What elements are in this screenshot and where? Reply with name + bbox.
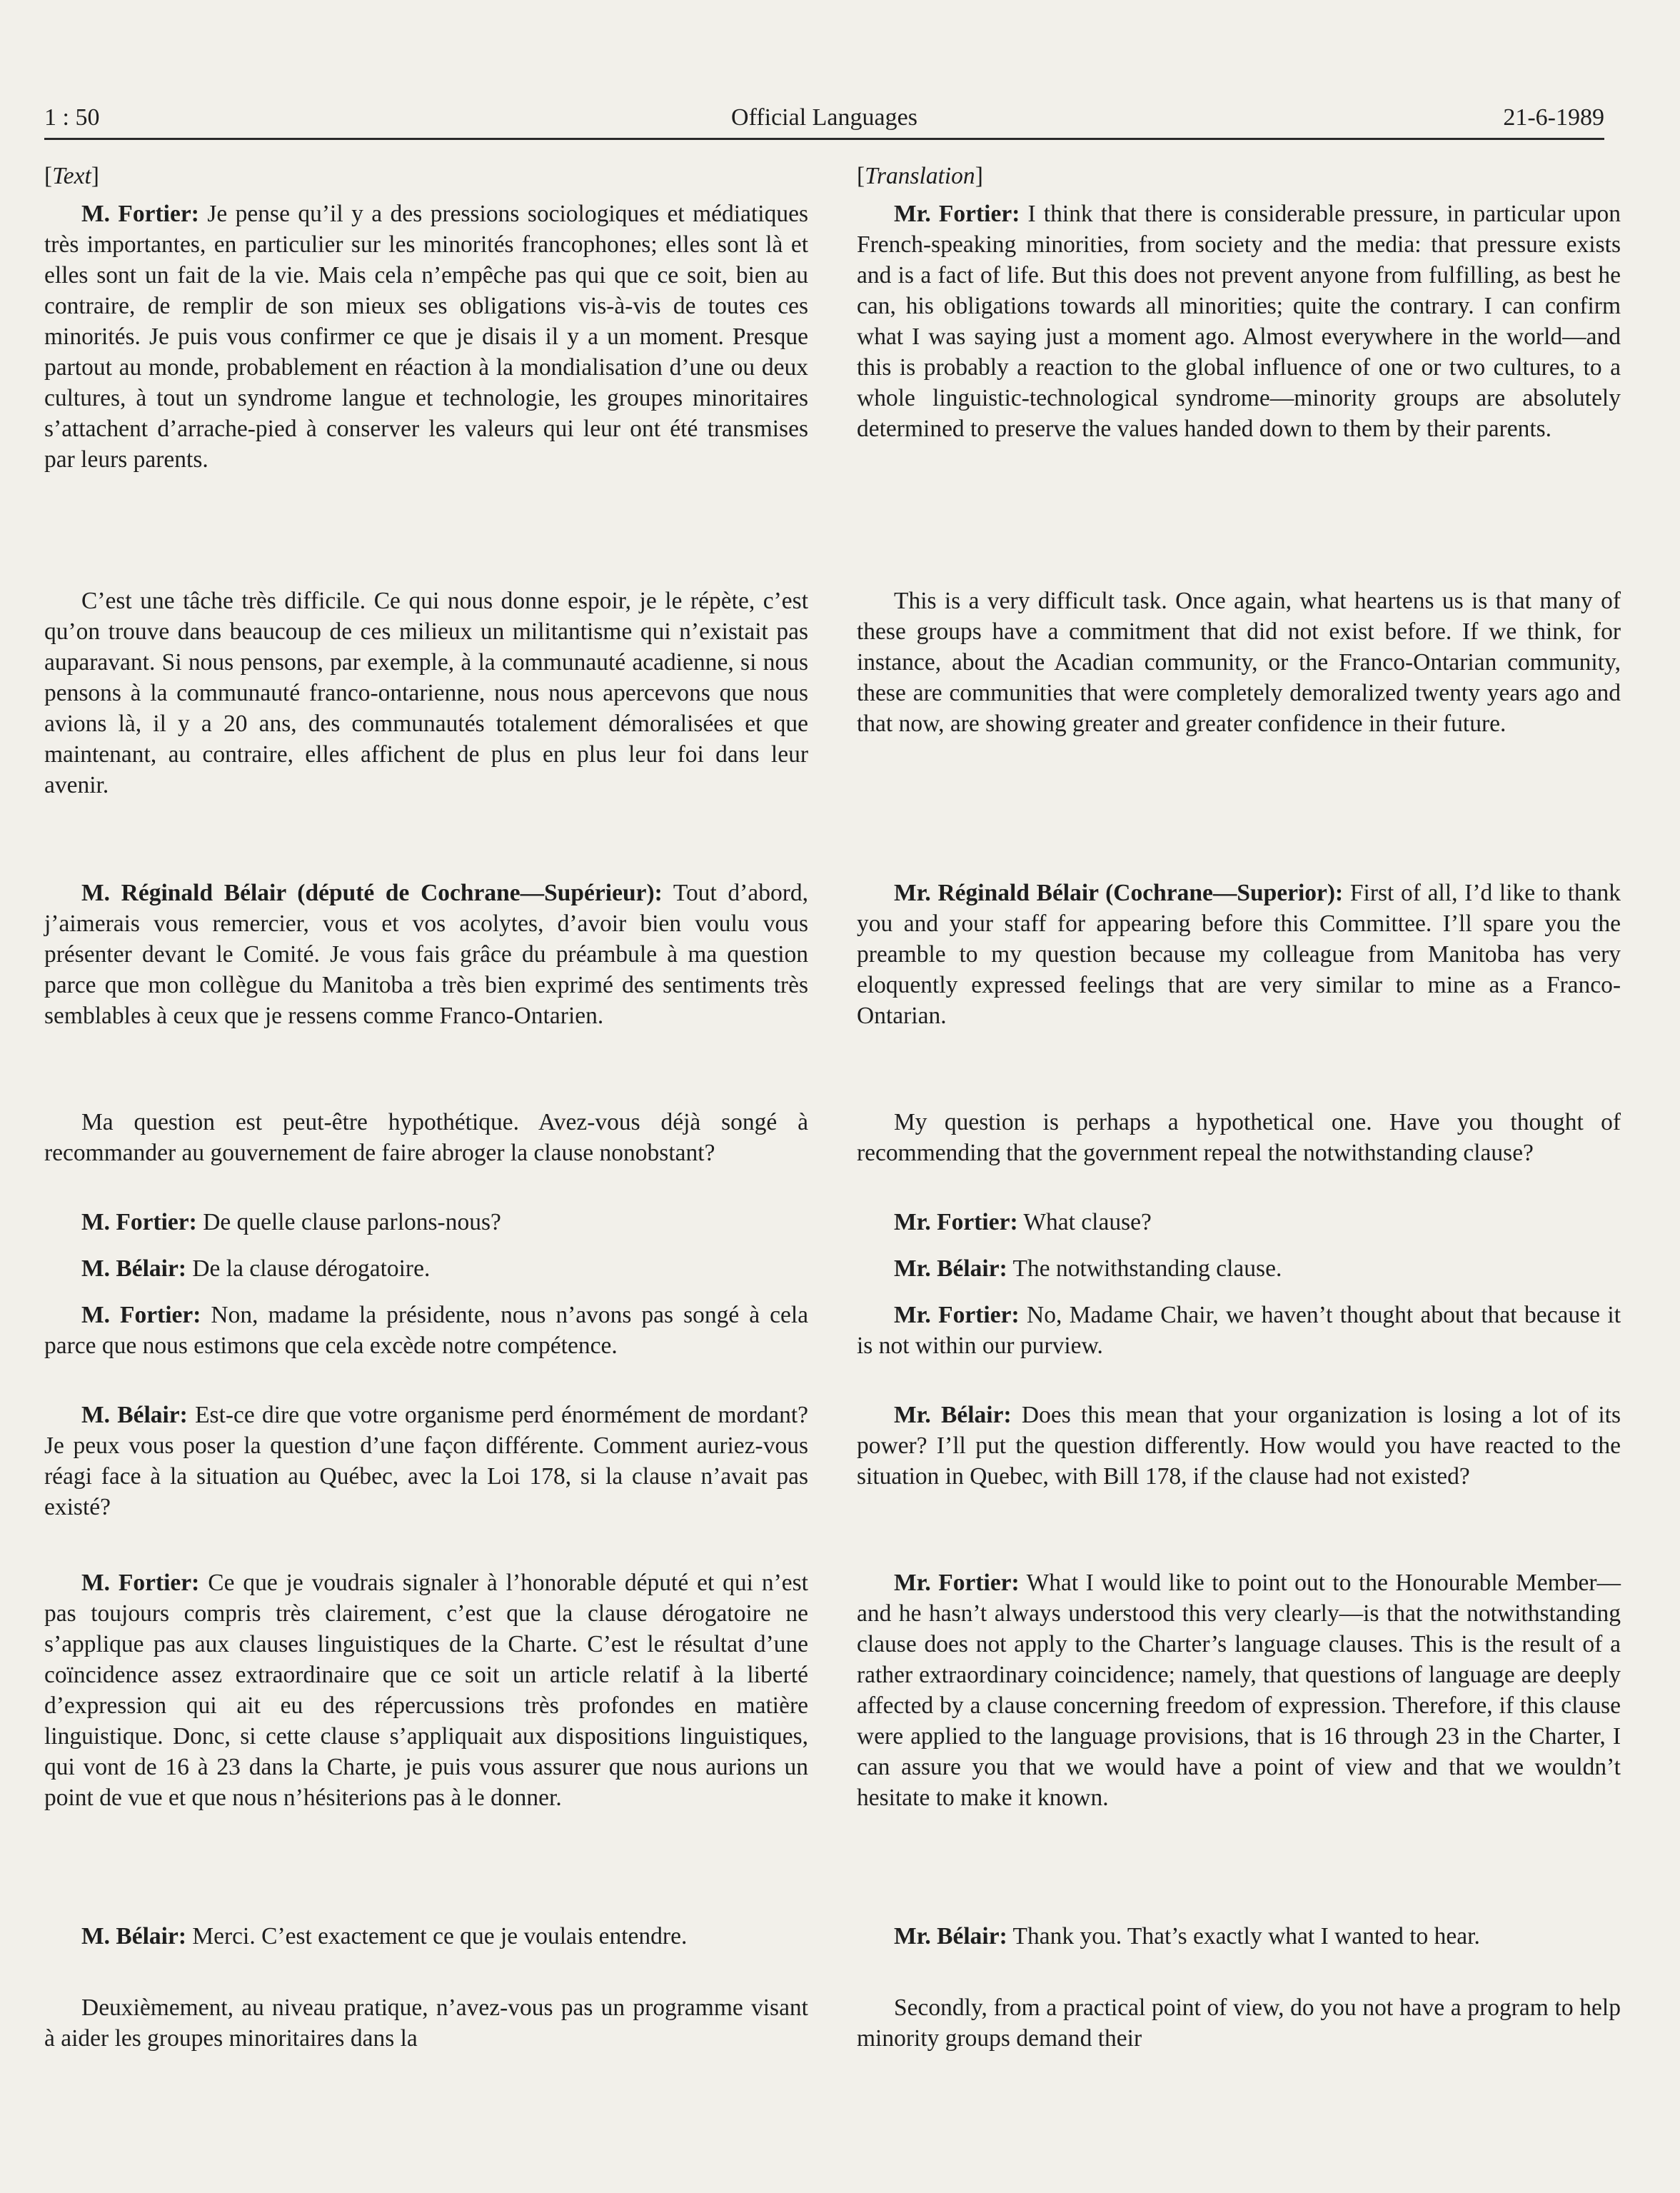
right-para-0 xyxy=(857,199,1621,444)
speaker-label: Mr. Fortier: xyxy=(894,1570,1020,1596)
right-para-7 xyxy=(857,1400,1621,1492)
speaker-label: Mr. Bélair: xyxy=(894,1402,1012,1428)
para-text: Ma question est peut-être hypothétique. Avez-vous déjà songé à recommander au gouvernement de faire abroger la clause nonobstant? xyxy=(44,1109,808,1166)
speaker-label: M. Réginald Bélair (député de Cochrane—Supérieur): xyxy=(81,880,663,906)
speaker-label: M. Fortier: xyxy=(81,201,199,227)
right-para-3 xyxy=(857,1107,1621,1168)
right-para-10 xyxy=(857,1992,1621,2054)
para-text: First of all, I’d like to thank you and your staff for appearing before this Committee. I’ll spare you the preamble to my question because my colleague from Manitoba has very eloquently expressed feelings that are very similar to mine as a Franco-Ontarian. xyxy=(857,880,1621,1029)
right-para-2 xyxy=(857,878,1621,1031)
speaker-label: Mr. Fortier: xyxy=(894,1209,1018,1235)
left-para-9 xyxy=(44,1921,808,1952)
speaker-label: M. Fortier: xyxy=(81,1570,200,1596)
para-text: De la clause dérogatoire. xyxy=(186,1255,431,1282)
left-para-6 xyxy=(44,1300,808,1361)
para-text: Ce que je voudrais signaler à l’honorable député et qui n’est pas toujours compris très clairement, c’est que la clause dérogatoire ne s’applique pas aux clauses linguistiques de la Charte. C’est le résultat d’une coïncidence assez extraordinaire que ce soit un article relatif à la liberté d’expression qui ait eu des répercussions très profondes en matière linguistique. Donc, si cette clause s’appliquait aux dispositions linguistiques, qui vont de 16 à 23 dans la Charte, je puis vous assurer que nous aurions un point de vue et que nous n’hésiterions pas à le donner. xyxy=(44,1570,808,1811)
para-text: De quelle clause parlons-nous? xyxy=(196,1209,501,1235)
para-text: Est-ce dire que votre organisme perd énormément de mordant? Je peux vous poser la question d’une façon différente. Comment auriez-vous réagi face à la situation au Québec, avec la Loi 178, si la clause n’avait pas existé? xyxy=(44,1402,808,1520)
para-text: Merci. C’est exactement ce que je voulais entendre. xyxy=(186,1923,688,1949)
speaker-label: M. Fortier: xyxy=(81,1302,201,1328)
speaker-label: Mr. Bélair: xyxy=(894,1923,1007,1949)
para-text: Secondly, from a practical point of view, do you not have a program to help minority groups demand their xyxy=(857,1994,1621,2052)
speaker-label: M. Fortier: xyxy=(81,1209,197,1235)
text-tag: [Text] xyxy=(44,163,99,189)
para-text: I think that there is considerable pressure, in particular upon French-speaking minorities, from society and the media: that pressure exists and is a fact of life. But this does not prevent anyone from fulfilling, as best he can, his obligations towards all minorities; quite the contrary. I can confirm what I was saying just a moment ago. Almost everywhere in the world—and this is probably a reaction to the global influence of one or two cultures, to a whole linguistic-technological syndrome—minority groups are absolutely determined to preserve the values handed down to them by their parents. xyxy=(857,201,1621,442)
left-para-8 xyxy=(44,1567,808,1813)
translation-tag: [Translation] xyxy=(857,163,983,189)
right-para-5 xyxy=(857,1253,1621,1284)
text-tag-label: Text xyxy=(52,163,91,189)
left-para-3 xyxy=(44,1107,808,1168)
speaker-label: M. Bélair: xyxy=(81,1255,186,1282)
para-text: What I would like to point out to the Honourable Member—and he hasn’t always understood this very clearly—is that the notwithstanding clause does not apply to the Charter’s language clauses. This is the result of a rather extraordinary coincidence; namely, that questions of language are deeply affected by a clause concerning freedom of expression. Therefore, if this clause were applied to the language provisions, that is 16 through 23 in the Charter, I can assure you that we would have a point of view and that we wouldn’t hesitate to make it known. xyxy=(857,1570,1621,1811)
para-text: What clause? xyxy=(1017,1209,1152,1235)
running-title: Official Languages xyxy=(731,104,917,131)
header-date: 21-6-1989 xyxy=(1503,104,1604,131)
right-para-4 xyxy=(857,1207,1621,1238)
left-para-4 xyxy=(44,1207,808,1238)
para-text: The notwithstanding clause. xyxy=(1007,1255,1282,1282)
right-para-1 xyxy=(857,586,1621,739)
speaker-label: M. Bélair: xyxy=(81,1923,186,1949)
para-text: Thank you. That’s exactly what I wanted to hear. xyxy=(1007,1923,1480,1949)
page-number: 1 : 50 xyxy=(44,104,100,131)
para-text: No, Madame Chair, we haven’t thought about that because it is not within our purview. xyxy=(857,1302,1621,1359)
page-header xyxy=(44,104,1604,140)
right-para-6 xyxy=(857,1300,1621,1361)
right-para-9 xyxy=(857,1921,1621,1952)
right-para-8 xyxy=(857,1567,1621,1813)
left-para-7 xyxy=(44,1400,808,1522)
left-para-0 xyxy=(44,199,808,475)
speaker-label: Mr. Fortier: xyxy=(894,1302,1020,1328)
para-text: This is a very difficult task. Once again, what heartens us is that many of these groups have a commitment that did not exist before. If we think, for instance, about the Acadian community, or the Franco-Ontarian community, these are communities that were completely demoralized twenty years ago and that now, are showing greater and greater confidence in their future. xyxy=(857,588,1621,737)
para-text: Non, madame la présidente, nous n’avons pas songé à cela parce que nous estimons que cela excède notre compétence. xyxy=(44,1302,808,1359)
translation-tag-label: Translation xyxy=(865,163,975,189)
left-para-5 xyxy=(44,1253,808,1284)
left-para-2 xyxy=(44,878,808,1031)
para-text: Deuxièmement, au niveau pratique, n’avez-vous pas un programme visant à aider les groupes minoritaires dans la xyxy=(44,1994,808,2052)
para-text: My question is perhaps a hypothetical one. Have you thought of recommending that the government repeal the notwithstanding clause? xyxy=(857,1109,1621,1166)
left-para-10 xyxy=(44,1992,808,2054)
left-para-1 xyxy=(44,586,808,801)
speaker-label: M. Bélair: xyxy=(81,1402,188,1428)
para-text: Does this mean that your organization is losing a lot of its power? I’ll put the question differently. How would you have reacted to the situation in Quebec, with Bill 178, if the clause had not existed? xyxy=(857,1402,1621,1490)
para-text: Tout d’abord, j’aimerais vous remercier, vous et vos acolytes, d’avoir bien voulu vous présenter devant le Comité. Je vous fais grâce du préambule à ma question parce que mon collègue du Manitoba a très bien exprimé des sentiments très semblables à ceux que je ressens comme Franco-Ontarien. xyxy=(44,880,808,1029)
para-text: C’est une tâche très difficile. Ce qui nous donne espoir, je le répète, c’est qu’on trouve dans beaucoup de ces milieux un militantisme qui n’existait pas auparavant. Si nous pensons, par exemple, à la communauté acadienne, si nous pensons à la communauté franco-ontarienne, nous nous apercevons que nous avions là, il y a 20 ans, des communautés totalement démoralisées et que maintenant, au contraire, elles affichent de plus en plus leur foi dans leur avenir. xyxy=(44,588,808,798)
para-text: Je pense qu’il y a des pressions sociologiques et médiatiques très importantes, en particulier sur les minorités francophones; elles sont là et elles sont un fait de la vie. Mais cela n’empêche pas qui que ce soit, bien au contraire, de remplir de son mieux ses obligations vis-à-vis de toutes ces minorités. Je puis vous confirmer ce que je disais il y a un moment. Presque partout au monde, probablement en réaction à la mondialisation d’une ou deux cultures, à tout un syndrome langue et technologie, les groupes minoritaires s’attachent d’arrache-pied à conserver les valeurs qui leur ont été transmises par leurs parents. xyxy=(44,201,808,473)
speaker-label: Mr. Bélair: xyxy=(894,1255,1007,1282)
speaker-label: Mr. Réginald Bélair (Cochrane—Superior): xyxy=(894,880,1344,906)
speaker-label: Mr. Fortier: xyxy=(894,201,1020,227)
